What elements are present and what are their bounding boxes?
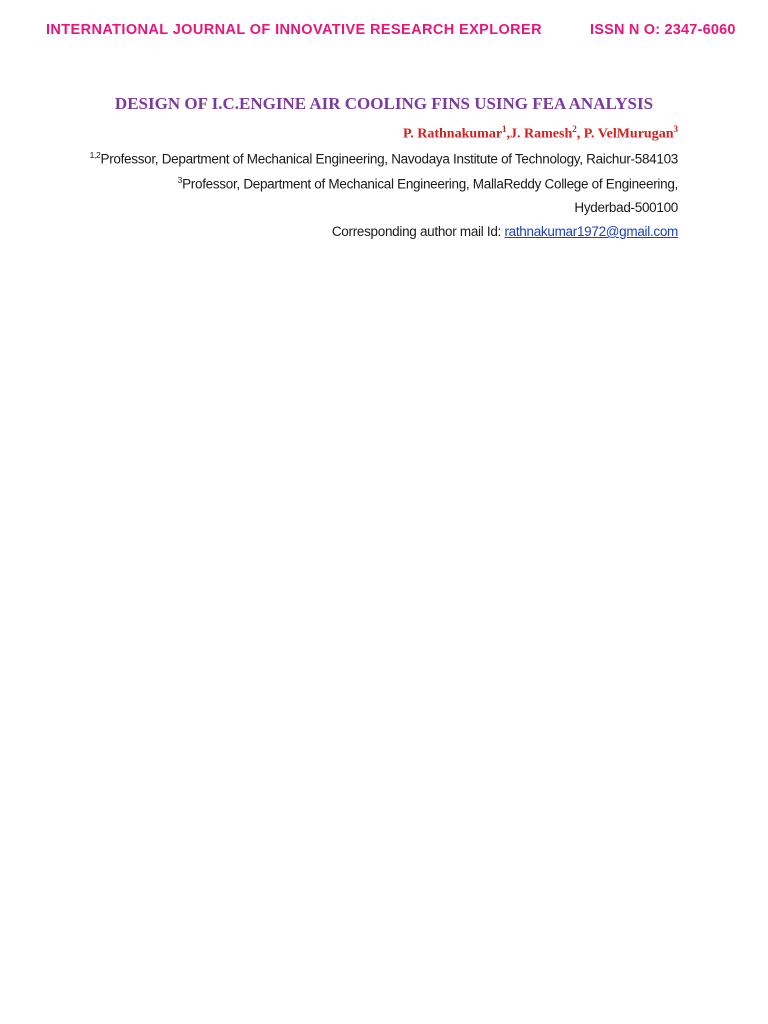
author-2-sup: 2 xyxy=(572,124,577,134)
paper-title: DESIGN OF I.C.ENGINE AIR COOLING FINS USING FEA ANALYSIS xyxy=(114,94,654,113)
affiliation-2 xyxy=(178,175,678,192)
author-1-sup: 1 xyxy=(502,124,507,134)
author-3-sup: 3 xyxy=(673,124,678,134)
affiliation-1-text: Professor, Department of Mechanical Engineering, Navodaya Institute of Technology, Raichur-584103 xyxy=(100,151,678,167)
mail-label: Corresponding author mail Id: xyxy=(331,224,505,239)
corresponding-author xyxy=(332,224,678,239)
affiliation-2-sup: 3 xyxy=(177,175,183,185)
affiliation-1-sup: 1,2 xyxy=(89,150,101,160)
affiliation-3: Hyderbad-500100 xyxy=(574,200,678,215)
author-list xyxy=(403,124,678,143)
affiliation-2-text: Professor, Department of Mechanical Engineering, MallaReddy College of Engineering, xyxy=(182,176,678,192)
author-email-link[interactable]: rathnakumar1972@gmail.com xyxy=(504,224,678,239)
author-1: P. Rathnakumar xyxy=(402,126,503,142)
author-2: ,J. Ramesh xyxy=(506,126,573,142)
journal-name: INTERNATIONAL JOURNAL OF INNOVATIVE RESEARCH EXPLORER xyxy=(46,22,542,38)
author-3: , P. VelMurugan xyxy=(576,126,674,142)
issn-number: ISSN N O: 2347-6060 xyxy=(590,22,736,38)
affiliation-1 xyxy=(90,150,678,167)
